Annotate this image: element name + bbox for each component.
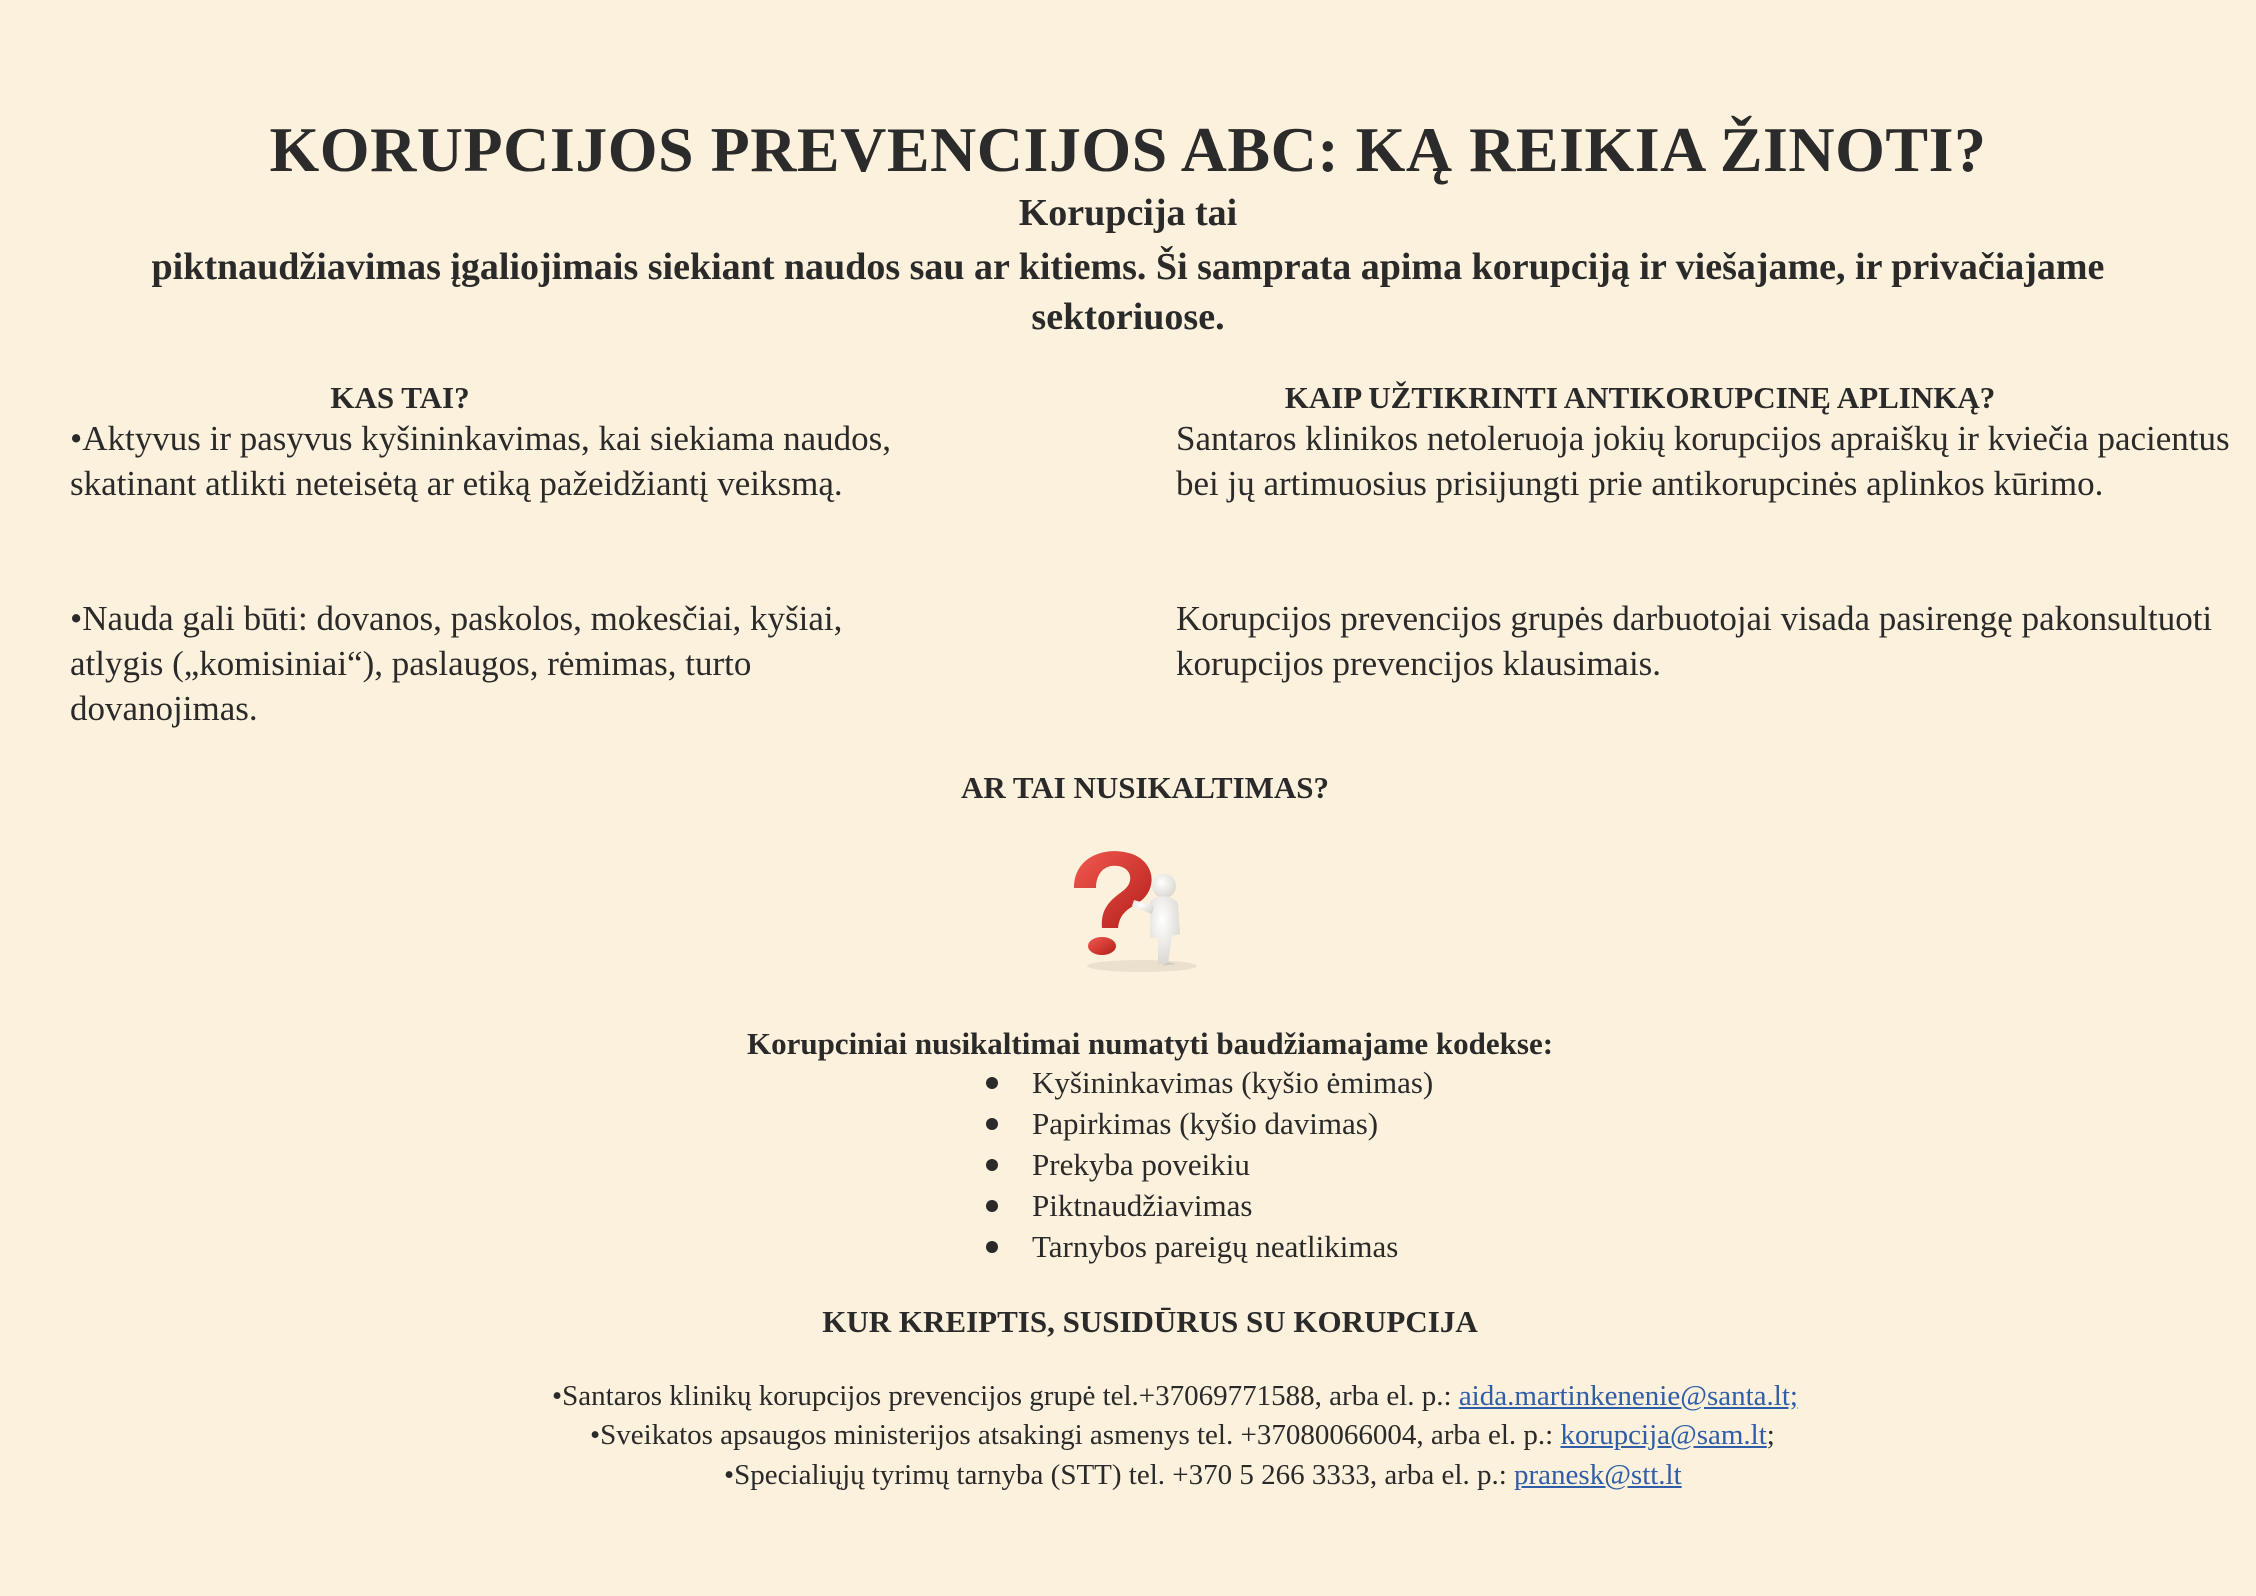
list-item (980, 1103, 1433, 1144)
email-link-santaros[interactable]: aida.martinkenenie@santa.lt; (1458, 1380, 1798, 1412)
criminal-code-list (980, 1062, 1433, 1267)
email-link-ministry[interactable]: korupcija@sam.lt (1560, 1419, 1767, 1451)
anticorruption-paragraph-2: Korupcijos prevencijos grupės darbuotojai visada pasirengę pakonsultuoti korupcijos prevencijos klausimais. (1176, 599, 2213, 683)
page-title: KORUPCIJOS PREVENCIJOS ABC: KĄ REIKIA ŽINOTI? (269, 114, 1987, 185)
list-item-label: Piktnaudžiavimas (1032, 1188, 1253, 1223)
bullet-icon (986, 1118, 998, 1130)
list-item (980, 1185, 1433, 1226)
where-to-turn-heading: KUR KREIPTIS, SUSIDŪRUS SU KORUPCIJA (822, 1304, 1478, 1339)
list-item-label: Prekyba poveikiu (1032, 1147, 1250, 1182)
list-item (980, 1062, 1433, 1103)
what-is-it-heading: KAS TAI? (330, 380, 470, 415)
bullet-icon (986, 1159, 998, 1171)
criminal-code-heading: Korupciniai nusikaltimai numatyti baudžiamajame kodekse: (746, 1026, 1554, 1061)
contact-stt (724, 1461, 1682, 1490)
contact-text: •Santaros klinikų korupcijos prevencijos grupė tel.+37069771588, arba el. p.: (552, 1380, 1459, 1412)
bullet-icon (986, 1241, 998, 1253)
definition-heading: Korupcija tai (1018, 192, 1238, 234)
list-item (980, 1226, 1433, 1267)
contact-ministry (590, 1421, 1775, 1450)
is-it-crime-heading: AR TAI NUSIKALTIMAS? (960, 770, 1330, 805)
list-item-label: Papirkimas (kyšio davimas) (1032, 1106, 1379, 1141)
list-item (980, 1144, 1433, 1185)
contact-suffix: ; (1766, 1419, 1775, 1451)
anticorruption-heading: KAIP UŽTIKRINTI ANTIKORUPCINĘ APLINKĄ? (1284, 380, 1996, 415)
bullet-icon (986, 1200, 998, 1212)
question-mark-figure-icon (1062, 846, 1212, 976)
email-link-stt[interactable]: pranesk@stt.lt (1514, 1459, 1682, 1491)
bullet-icon (986, 1077, 998, 1089)
contact-santaros (552, 1382, 1798, 1411)
contact-text: •Specialiųjų tyrimų tarnyba (STT) tel. +370 5 266 3333, arba el. p.: (724, 1459, 1515, 1491)
definition-text: piktnaudžiavimas įgaliojimais siekiant naudos sau ar kitiems. Ši samprata apima korupciją ir viešajame, ir privačiajame sektoriuose. (151, 246, 2105, 338)
contact-text: •Sveikatos apsaugos ministerijos atsakingi asmenys tel. +37080066004, arba el. p.: (590, 1419, 1561, 1451)
list-item-label: Kyšininkavimas (kyšio ėmimas) (1032, 1065, 1434, 1100)
what-is-it-paragraph-1: •Aktyvus ir pasyvus kyšininkavimas, kai siekiama naudos, skatinant atlikti neteisėtą ar etiką pažeidžiantį veiksmą. (70, 419, 892, 503)
anticorruption-paragraph-1: Santaros klinikos netoleruoja jokių korupcijos apraiškų ir kviečia pacientus bei jų artimuosius prisijungti prie antikorupcinės aplinkos kūrimo. (1176, 419, 2230, 503)
list-item-label: Tarnybos pareigų neatlikimas (1032, 1229, 1399, 1264)
what-is-it-paragraph-2: •Nauda gali būti: dovanos, paskolos, mokesčiai, kyšiai, atlygis („komisiniai“), paslaugos, rėmimas, turto dovanojimas. (70, 599, 843, 728)
